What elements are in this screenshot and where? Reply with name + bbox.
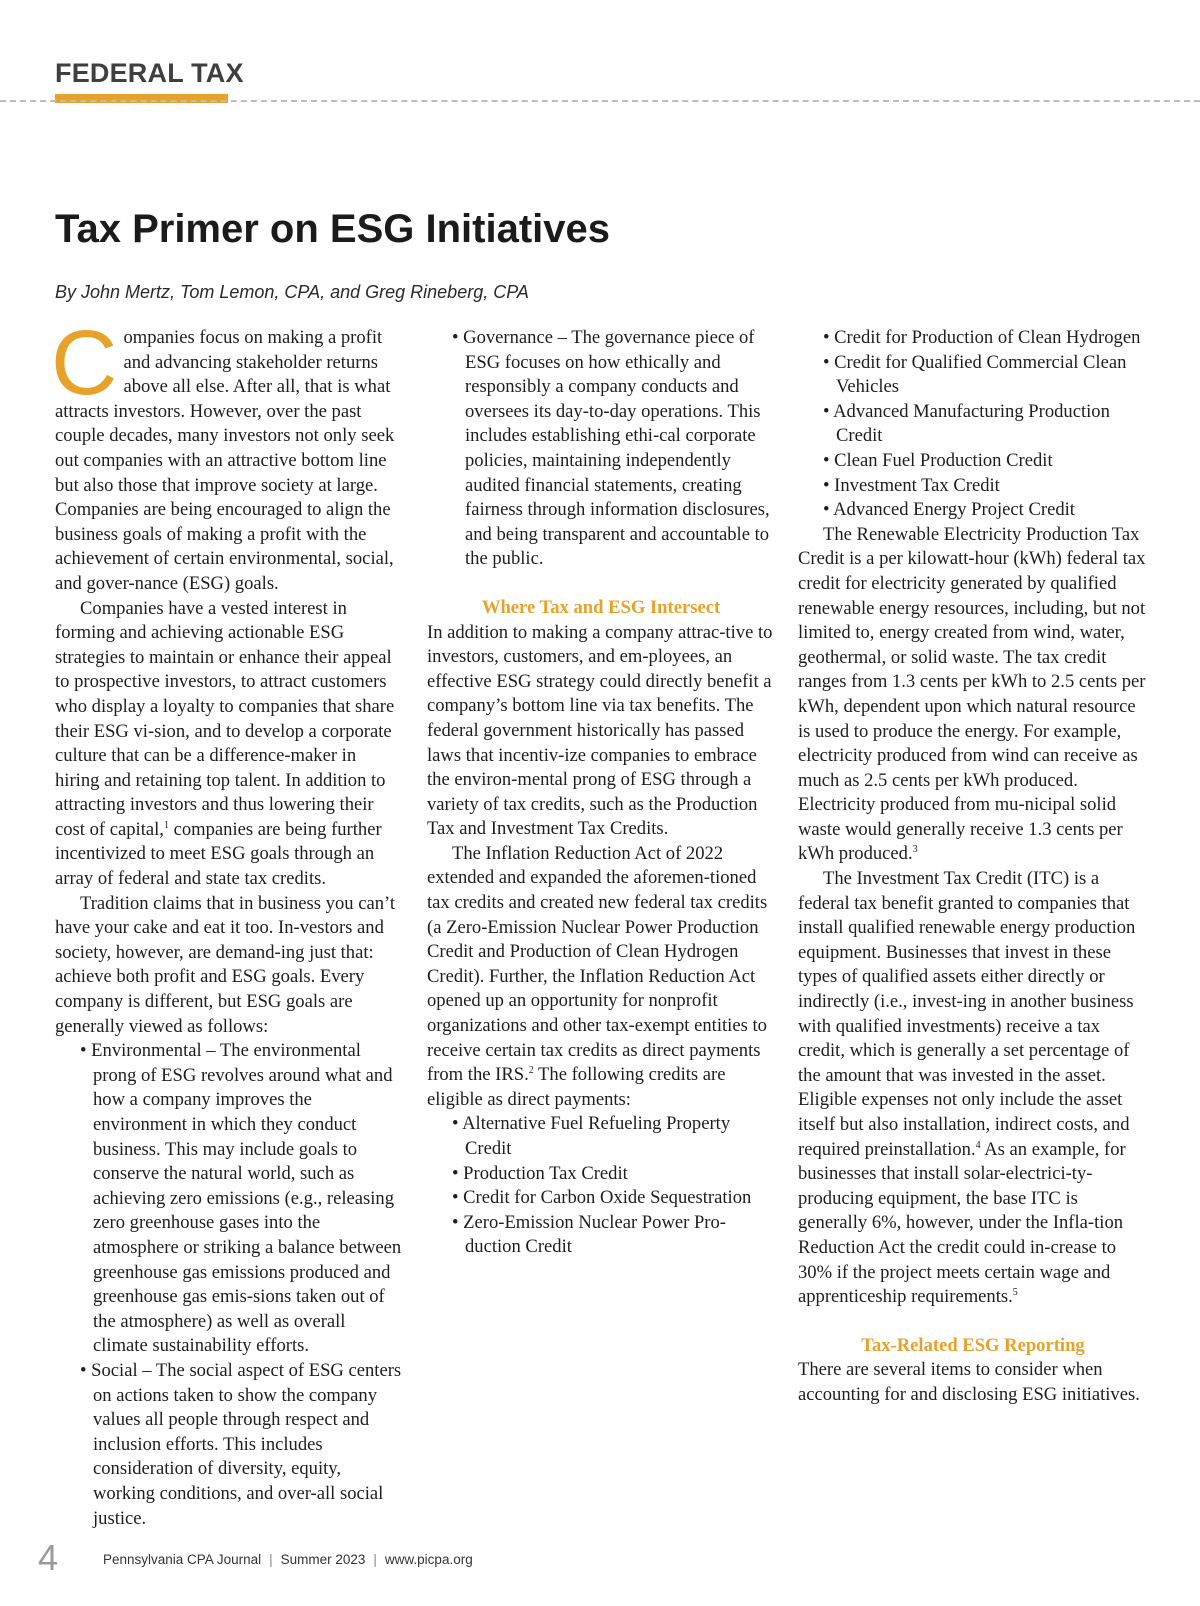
footer-issue: Summer 2023 — [280, 1552, 366, 1567]
article-byline: By John Mertz, Tom Lemon, CPA, and Greg Rineberg, CPA — [55, 282, 529, 302]
footer-divider: | — [269, 1552, 273, 1567]
footer-journal: Pennsylvania CPA Journal — [103, 1552, 262, 1567]
credit-item: • Investment Tax Credit — [823, 474, 1000, 496]
footer-divider: | — [373, 1552, 377, 1567]
credit-item: • Production Tax Credit — [452, 1162, 628, 1184]
footnote-ref-2: 2 — [528, 1065, 534, 1077]
credit-item: • Credit for Production of Clean Hydrogen — [823, 327, 1141, 348]
paragraph-vested-interest: Companies have a vested interest in forming and achieving actionable ESG strategies to maintain or enhance their appeal to prospective investors, to attract customers who display a loyalty to companies that share their ESG vi-sion, and to develop a corporate culture that can be a difference-maker in hiring and retaining top talent. In addition to attracting investors and thus lowering their cost of capital,$^1$ companies are being further incentivized to meet ESG goals through an array of federal and state tax credits. — [55, 597, 395, 890]
footnote-ref-4: 4 — [975, 1139, 981, 1151]
credit-item: • Advanced Energy Project Credit — [823, 499, 1075, 521]
paragraph-tax-benefits: In addition to making a company attrac-tive to investors, customers, and em-ployees, an effective ESG strategy could directly benefit a company’s bottom line via tax benefits. The federal government historically has passed laws that incentiv-ize companies to embrace the environ-mental prong of ESG through a variety of tax credits, such as the Production Tax and Investment Tax Credits. — [427, 621, 773, 840]
bullet-governance: • Governance – The governance piece of ESG focuses on how ethically and responsibly a company conducts and oversees its day-to-day operations. This includes establishing ethi-cal corporate policies, maintaining independently audited financial statements, creating fairness through information disclosures, and being transparent and accountable to the public. — [452, 327, 770, 570]
footnote-ref-3: 3 — [912, 844, 918, 856]
bullet-environmental: • Environmental – The environmental prong of ESG revolves around what and how a company improves the environment in which they conduct business. This may include goals to conserve the natural world, such as achieving zero emissions (e.g., releasing zero greenhouse gases into the atmosphere or striking a balance between greenhouse gas emissions produced and greenhouse gas emis-sions taken out of the atmosphere) as well as overall climate sustainability efforts. — [80, 1040, 402, 1357]
paragraph-renewable-ptc: The Renewable Electricity Production Tax Credit is a per kilowatt-hour (kWh) federal tax credit for electricity generated by qualified renewable energy resources, including, but not limited to, energy created from wind, water, geothermal, or solid waste. The tax credit ranges from 1.3 cents per kWh to 2.5 cents per kWh, dependent upon which natural resource is used to produce the energy. For example, electricity produced from wind can receive as much as 2.5 cents per kWh produced. Electricity produced from mu-nicipal solid waste would generally receive 1.3 cents per kWh produced.$^3$ — [798, 523, 1146, 865]
paragraph-reporting: There are several items to consider when accounting for and disclosing ESG initiatives. — [798, 1359, 1140, 1405]
subhead-tax-esg-intersect: Where Tax and ESG Intersect — [481, 596, 721, 618]
paragraph-itc: The Investment Tax Credit (ITC) is a federal tax benefit granted to companies that install qualified renewable energy production equipment. Businesses that invest in these types of qualified assets either directly or indirectly (i.e., invest-ing in another business with qualified investments) receive a tax credit, which is generally a set percentage of the amount that was invested in the asset. Eligible expenses not only include the asset itself but also installation, indirect costs, and required preinstallation.$^4$ As an example, for businesses that install solar-electrici-ty-producing equipment, the base ITC is generally 6%, however, under the Infla-tion Reduction Act the credit could in-crease to 30% if the project meets certain wage and apprenticeship requirements.$^5$ — [798, 868, 1136, 1308]
credit-item: • Zero-Emission Nuclear Power Pro-duction Credit — [452, 1211, 726, 1258]
footnote-ref-5: 5 — [1012, 1286, 1018, 1298]
page-number: 4 — [38, 1537, 59, 1578]
section-label: FEDERAL TAX — [55, 58, 244, 88]
section-dashed-rule — [0, 100, 1200, 102]
footer-publication — [103, 1552, 473, 1567]
paragraph-tradition: Tradition claims that in business you can’t have your cake and eat it too. In-vestors and society, however, are demand-ing just that: achieve both profit and ESG goals. Every company is different, but ESG goals are generally viewed as follows: — [55, 892, 396, 1037]
article-title: Tax Primer on ESG Initiatives — [55, 207, 610, 251]
column-3 — [798, 326, 1148, 1408]
credit-item: • Credit for Carbon Oxide Sequestration — [452, 1187, 752, 1209]
paragraph-inflation-reduction-act: The Inflation Reduction Act of 2022 extended and expanded the aforemen-tioned tax credits and created new federal tax credits (a Zero-Emission Nuclear Power Production Credit and Production of Clean Hydrogen Credit). Further, the Inflation Reduction Act opened up an opportunity for nonprofit organizations and other tax-exempt entities to receive certain tax credits as direct payments from the IRS.$^2$ The following credits are eligible as direct payments: — [427, 842, 768, 1110]
column-2 — [427, 326, 775, 1260]
credit-item: • Credit for Qualified Commercial Clean Vehicles — [823, 351, 1127, 398]
subhead-esg-reporting: Tax-Related ESG Reporting — [861, 1334, 1085, 1356]
credit-item: • Alternative Fuel Refueling Property Credit — [452, 1113, 731, 1159]
credit-item: • Clean Fuel Production Credit — [823, 449, 1053, 471]
paragraph-intro: Companies focus on making a profit and advancing stakeholder returns above all else. After all, that is what attracts investors. However, over the past couple decades, many investors not only seek out companies with an attractive bottom line but also those that improve society at large. Companies are being encouraged to align the business goals of making a profit with the achievement of certain environmental, social, and gover-nance (ESG) goals. — [51, 312, 395, 594]
credit-item: • Advanced Manufacturing Production Credit — [823, 400, 1110, 447]
column-1 — [51, 312, 403, 1531]
footer-website: www.picpa.org — [384, 1552, 473, 1567]
footnote-ref-1: 1 — [163, 819, 169, 831]
drop-cap: C — [51, 312, 118, 414]
bullet-social: • Social – The social aspect of ESG centers on actions taken to show the company values all people through respect and inclusion efforts. This includes consideration of diversity, equity, working conditions, and over-all social justice. — [80, 1359, 402, 1529]
